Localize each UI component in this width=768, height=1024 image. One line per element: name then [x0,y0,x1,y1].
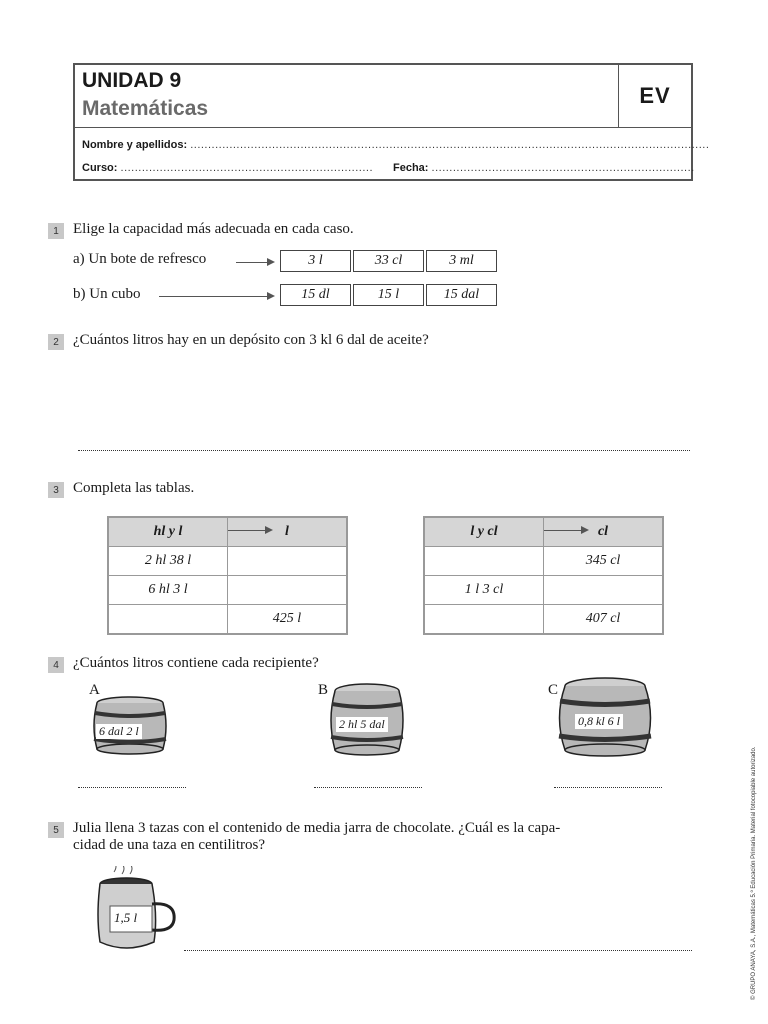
option-b2[interactable]: 15 l [353,284,424,306]
barrel-c-letter: C [548,682,559,698]
table-cell-input[interactable] [424,605,544,635]
table1-arrow-icon [265,526,273,534]
exercise-1-number: 1 [48,223,64,239]
table2-header-to: cl [544,517,664,547]
exercise-3-prompt: Completa las tablas. [73,480,195,496]
table-cell-input[interactable] [108,605,228,635]
option-a1[interactable]: 3 l [280,250,351,272]
conversion-table-1 [107,516,348,635]
table-cell-input[interactable] [228,576,348,605]
table-cell: 345 cl [544,547,664,576]
option-a2[interactable]: 33 cl [353,250,424,272]
table2-header-from: l y cl [424,517,544,547]
header-box [73,63,710,181]
barrel-b-label: 2 hl 5 dal [336,717,388,732]
exercise-5-prompt-line-1: Julia llena 3 tazas con el contenido de media jarra de chocolate. ¿Cuál es la capa- [73,820,561,836]
barrel-a-label: 6 dal 2 l [96,724,142,739]
exercise-5-prompt-line-2: cidad de una taza en centilitros? [73,837,265,853]
table-cell-input[interactable] [228,547,348,576]
option-b1[interactable]: 15 dl [280,284,351,306]
barrel-c-label: 0,8 kl 6 l [575,714,623,729]
table-cell: 6 hl 3 l [108,576,228,605]
table-cell: 1 l 3 cl [424,576,544,605]
exercise-2-number: 2 [48,334,64,350]
course-label: Curso: [82,162,118,174]
exercise-5-number: 5 [48,822,64,838]
table-cell-input[interactable] [424,547,544,576]
barrel-a-answer-line[interactable] [78,787,186,788]
conversion-table-2 [423,516,664,635]
table2-arrow-icon [581,526,589,534]
exercise-5-answer-line[interactable] [184,950,692,951]
option-a3[interactable]: 3 ml [426,250,497,272]
table-cell: 2 hl 38 l [108,547,228,576]
exercise-4-number: 4 [48,657,64,673]
name-field[interactable]: Nombre y apellidos: .................................................................................................................................................. [82,139,710,151]
date-label: Fecha: [393,162,429,174]
barrel-a-letter: A [89,682,100,698]
exercise-4-prompt: ¿Cuántos litros contiene cada recipiente? [73,655,319,671]
copyright-notice: © GRUPO ANAYA, S.A., Matemáticas 5.º Educación Primaria. Material fotocopiable autorizado. [751,746,757,1000]
table-cell: 407 cl [544,605,664,635]
exercise-1-prompt: Elige la capacidad más adecuada en cada caso. [73,221,354,237]
title-row [75,65,691,128]
table-cell-input[interactable] [544,576,664,605]
item-a-options [280,250,499,272]
table1-header-from: hl y l [108,517,228,547]
table-cell: 425 l [228,605,348,635]
date-field[interactable]: Fecha: .......................................................................... [393,162,695,174]
table2-arrow-line [544,530,582,531]
name-label: Nombre y apellidos: [82,139,188,151]
arrow-b-icon [267,292,275,300]
option-b3[interactable]: 15 dal [426,284,497,306]
item-b-label: b) Un cubo [73,286,141,302]
table1-arrow-line [228,530,266,531]
jug-icon [92,866,184,958]
barrel-b-answer-line[interactable] [314,787,422,788]
item-b-options [280,284,499,306]
barrel-c-answer-line[interactable] [554,787,662,788]
table1-header-to: l [228,517,348,547]
course-field[interactable]: Curso: ....................................................................... [82,162,374,174]
evaluation-code: EV [618,65,691,127]
exercise-2-answer-line[interactable] [78,450,690,451]
arrow-b-line [159,296,267,297]
jug-label: 1,5 l [114,910,138,925]
arrow-a-line [236,262,268,263]
arrow-a-icon [267,258,275,266]
subject-title: Matemáticas [82,97,209,120]
barrel-b-letter: B [318,682,329,698]
item-a-label: a) Un bote de refresco [73,251,207,267]
exercise-3-number: 3 [48,482,64,498]
unit-title: UNIDAD 9 [82,69,182,92]
exercise-2-prompt: ¿Cuántos litros hay en un depósito con 3 kl 6 dal de aceite? [73,332,429,348]
